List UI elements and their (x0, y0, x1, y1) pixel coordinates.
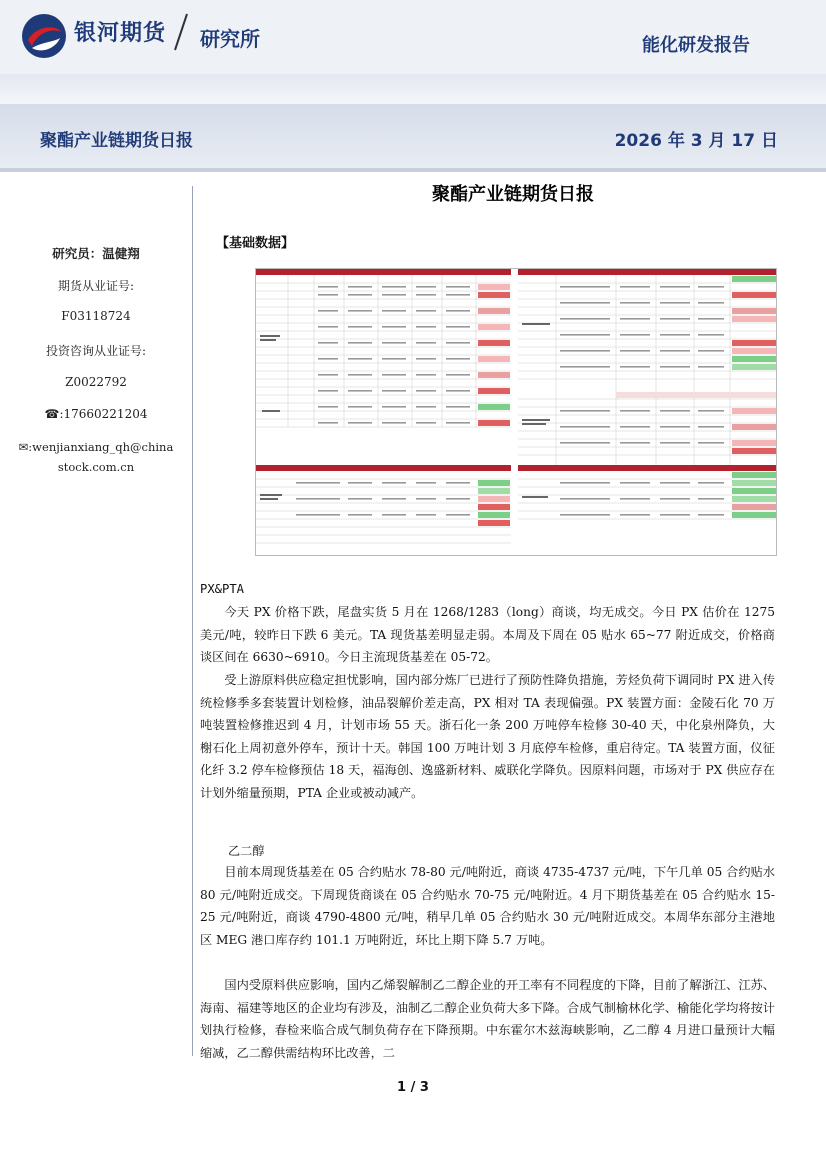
subheading-meg: 乙二醇 (228, 844, 265, 858)
department-name: 研究所 (200, 27, 260, 51)
invest-cert-number: Z0022792 (65, 375, 127, 389)
galaxy-logo-icon (20, 12, 68, 60)
paragraph-px-pta-1: 今天 PX 价格下跌，尾盘实货 5 月在 1268/1283（long）商谈，均无成交。今日 PX 估价在 1275 美元/吨，较昨日下跌 6 美元。TA 现货基差明显走弱。本周及下周在 05 贴水 65~77 附近成交，价格商谈区间在 6630~6910。今日主流现货基差在 05-72。 (200, 605, 775, 665)
paragraph-px-pta-2: 受上游原料供应稳定担忧影响，国内部分炼厂已进行了预防性降负措施，芳烃负荷下调同时 PX 进入传统检修季多套装置计划检修，油品裂解价差走高，PX 相对 TA 表现偏强。PX 装置方面：金陵石化 70 万吨装置检修推迟到 4 月，计划市场 55 天。浙石化一条 200 万吨停车检修 30-40 天，中化泉州降负，大榭石化上周初意外停车，预计十天。韩国 100 万吨计划 3 月底停车检修，重启待定。TA 装置方面，仪征化纤 3.2 停车检修预估 18 天，福海创、逸盛新材料、威联化学降负。因原料问题，市场对于 PX 供应存在计划外缩量预期，PTA 企业或被动减产。 (200, 673, 775, 800)
slash-divider (172, 12, 190, 52)
sidebar-divider (192, 186, 193, 1056)
invest-cert-label: 投资咨询从业证号: (45, 344, 147, 358)
futures-cert-number: F03118724 (61, 309, 131, 323)
email-line-1[interactable]: ✉:wenjianxiang_qh@china (18, 440, 174, 454)
section-heading-basic-data: 【基础数据】 (216, 236, 295, 251)
report-type: 能化研发报告 (642, 35, 750, 56)
band-title: 聚酯产业链期货日报 (40, 131, 193, 151)
phone-number: ☎:17660221204 (44, 407, 148, 421)
paragraph-meg-1: 目前本周现货基差在 05 合约贴水 78-80 元/吨附近，商谈 4735-4737 元/吨，下午几单 05 合约贴水 80 元/吨附近成交。下周现货商谈在 05 合约贴水 70-75 元/吨附近。4 月下期货基差在 05 合约贴水 15-25 元/吨附近，商谈 4790-4800 元/吨，稍早几单 05 合约贴水 30 元/吨附近成交。本周华东部分主港地区 MEG 港口库存约 101.1 万吨附近，环比上期下降 5.7 万吨。 (200, 865, 775, 947)
title-band-rule (0, 168, 826, 172)
document-title: 聚酯产业链期货日报 (432, 184, 594, 205)
email-line-2[interactable]: stock.com.cn (57, 460, 135, 474)
researcher-name: 研究员：温健翔 (52, 246, 140, 261)
report-date: 2026 年 3 月 17 日 (614, 131, 778, 151)
basic-data-table (255, 268, 777, 556)
paragraph-meg-2: 国内受原料供应影响，国内乙烯裂解制乙二醇企业的开工率有不同程度的下降，目前了解浙江、江苏、海南、福建等地区的企业均有涉及，油制乙二醇企业负荷大多下降。合成气制榆林化学、榆能化学均将按计划执行检修，春检来临合成气制负荷存在下降预期。中东霍尔木兹海峡影响，乙二醇 4 月进口量预计大幅缩减，乙二醇供需结构环比改善，二 (200, 978, 775, 1060)
subheading-px-pta: PX&PTA (200, 582, 245, 596)
header-band-shadow (0, 74, 826, 104)
data-table-graphic (256, 269, 776, 555)
page-number: 1 / 3 (397, 1080, 429, 1095)
company-name: 银河期货 (74, 21, 167, 46)
futures-cert-label: 期货从业证号: (57, 279, 135, 293)
